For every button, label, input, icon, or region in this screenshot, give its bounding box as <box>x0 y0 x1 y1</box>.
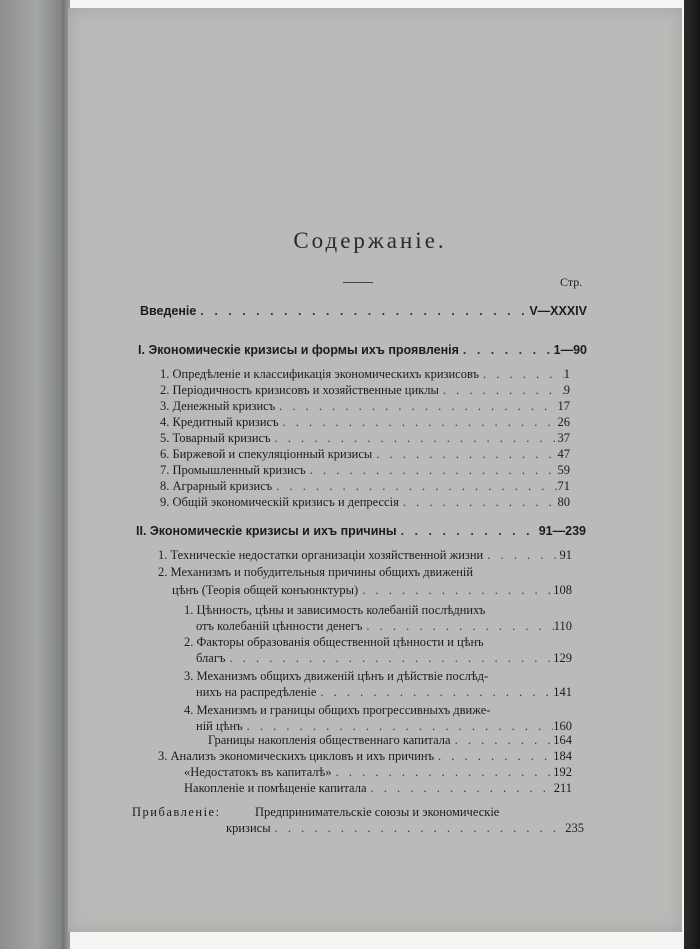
toc-item-line: 2. Факторы образованія общественной цѣнности и цѣнъ <box>184 635 484 649</box>
toc-item <box>158 748 572 764</box>
toc-page: 1 <box>563 367 570 381</box>
leader-dots <box>275 398 557 414</box>
toc-page: 1—90 <box>553 343 587 357</box>
leader-dots <box>306 462 558 478</box>
toc-label: «Недостатокъ въ капиталѣ» <box>184 765 332 779</box>
toc-label: 6. Биржевой и спекуляціонный кризисы <box>160 447 373 461</box>
leader-dots <box>479 366 564 382</box>
toc-item <box>158 547 572 563</box>
toc-label: 8. Аграрный кризисъ <box>160 479 273 493</box>
leader-dots <box>332 764 554 780</box>
toc-page: 192 <box>553 765 572 779</box>
toc-item-line: 1. Цѣнность, цѣны и зависимость колебаній послѣднихъ <box>184 603 486 617</box>
toc-label: 4. Кредитный кризисъ <box>160 415 279 429</box>
leader-dots <box>271 430 558 446</box>
toc-item-line: 4. Механизмъ и границы общихъ прогрессивныхъ движе- <box>184 703 491 717</box>
leader-dots <box>272 478 557 494</box>
toc-label: отъ колебаній цѣнности денегъ <box>196 619 363 633</box>
leader-dots <box>434 748 553 764</box>
leader-dots <box>225 650 553 666</box>
appendix-prefix: Прибавленіе: <box>132 805 221 819</box>
left-page-edge <box>0 0 66 949</box>
leader-dots <box>399 494 558 510</box>
toc-label: 1. Техническіе недостатки организаціи хозяйственной жизни <box>158 548 484 562</box>
toc-label: I. Экономическіе кризисы и формы ихъ проявленія <box>138 343 459 357</box>
toc-item <box>160 382 570 398</box>
toc-item-line: 2. Механизмъ и побудительныя причины общихъ движеній <box>158 565 474 579</box>
leader-dots <box>459 342 554 358</box>
toc-label: 9. Общій экономическій кризисъ и депрессія <box>160 495 399 509</box>
leader-dots <box>279 414 558 430</box>
leader-dots <box>372 446 557 462</box>
book-cover-edge <box>684 0 700 949</box>
toc-item <box>160 430 570 446</box>
leader-dots <box>358 582 553 598</box>
toc-label: 5. Товарный кризисъ <box>160 431 271 445</box>
toc-page: 9 <box>563 383 570 397</box>
toc-item <box>226 820 584 836</box>
toc-item <box>160 446 570 462</box>
toc-label: 2. Періодичность кризисовъ и хозяйственные циклы <box>160 383 439 397</box>
toc-page: 91—239 <box>538 524 586 538</box>
toc-item <box>160 366 570 382</box>
toc-page: 17 <box>557 399 570 413</box>
toc-label: ній цѣнъ <box>196 719 243 733</box>
toc-item <box>184 780 572 796</box>
toc-label: 3. Анализъ экономическихъ цикловъ и ихъ причинъ <box>158 749 435 763</box>
title-rule <box>343 282 373 283</box>
leader-dots <box>271 820 566 836</box>
toc-item <box>196 618 572 634</box>
toc-page: 91 <box>559 548 572 562</box>
appendix-line: Предпринимательскіе союзы и экономическіе <box>255 805 500 819</box>
toc-page: 59 <box>557 463 570 477</box>
toc-page: 235 <box>565 821 584 835</box>
toc-label: кризисы <box>226 821 271 835</box>
toc-page: 110 <box>553 619 572 633</box>
page-title: Содержаніе. <box>293 228 447 253</box>
toc-item <box>184 764 572 780</box>
toc-page: 211 <box>553 781 572 795</box>
toc-page: V—XXXIV <box>529 304 587 318</box>
toc-page: 80 <box>557 495 570 509</box>
leader-dots <box>483 547 559 563</box>
toc-item <box>160 462 570 478</box>
toc-page: 129 <box>553 651 572 665</box>
toc-page: 37 <box>557 431 570 445</box>
toc-item <box>172 582 572 598</box>
toc-label: Границы накопленія общественнаго капитала <box>208 733 451 747</box>
leader-dots <box>196 303 529 319</box>
toc-page: 164 <box>553 733 572 747</box>
toc-item <box>160 478 570 494</box>
leader-dots <box>362 618 553 634</box>
page-column-header: Стр. <box>560 275 583 289</box>
toc-item <box>160 494 570 510</box>
leader-dots <box>451 732 554 748</box>
toc-label: Введеніе <box>140 304 197 318</box>
toc-page: 141 <box>553 685 572 699</box>
toc-label: 7. Промышленный кризисъ <box>160 463 306 477</box>
toc-label: нихъ на распредѣленіе <box>196 685 317 699</box>
toc-item-line: 3. Механизмъ общихъ движеній цѣнъ и дѣйствіе послѣд- <box>184 669 489 683</box>
toc-item <box>196 684 572 700</box>
toc-label: цѣнъ (Теорія общей конъюнктуры) <box>172 583 359 597</box>
leader-dots <box>367 780 554 796</box>
toc-item <box>208 732 572 748</box>
toc-page: 47 <box>557 447 570 461</box>
toc-item <box>160 414 570 430</box>
leader-dots <box>439 382 564 398</box>
toc-label: Накопленіе и помѣщеніе капитала <box>184 781 367 795</box>
toc-label: II. Экономическіе кризисы и ихъ причины <box>136 524 397 538</box>
toc-label: 1. Опредѣленіе и классификація экономическихъ кризисовъ <box>160 367 480 381</box>
toc-part-2 <box>136 523 586 539</box>
toc-page: 71 <box>557 479 570 493</box>
toc-part-1 <box>138 342 587 358</box>
leader-dots <box>397 523 539 539</box>
toc-entry-intro <box>140 303 587 319</box>
toc-label: благъ <box>196 651 226 665</box>
toc-page: 184 <box>553 749 572 763</box>
toc-page: 160 <box>553 719 572 733</box>
toc-page: 26 <box>557 415 570 429</box>
toc-item <box>196 650 572 666</box>
leader-dots <box>316 684 553 700</box>
toc-item <box>160 398 570 414</box>
toc-page: 108 <box>553 583 572 597</box>
toc-label: 3. Денежный кризисъ <box>160 399 276 413</box>
